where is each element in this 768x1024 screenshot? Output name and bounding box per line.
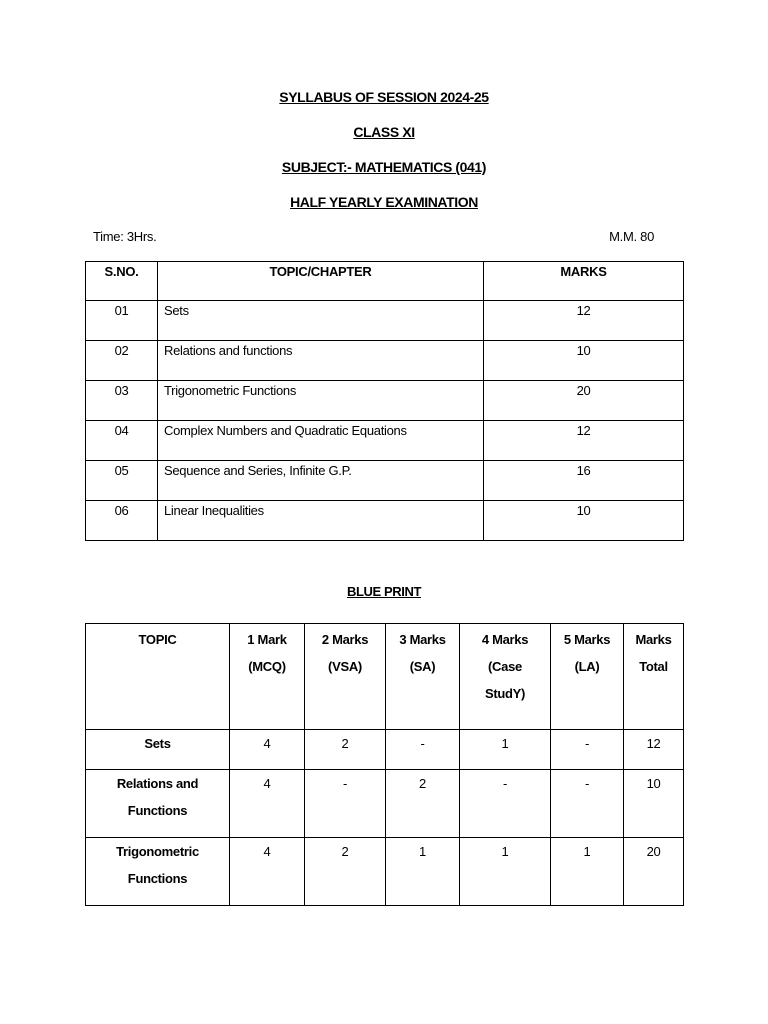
sno-cell: 02: [86, 341, 158, 381]
max-marks-label: M.M. 80: [609, 229, 654, 244]
case-study-cell: 1: [460, 838, 551, 906]
la-cell: -: [551, 770, 624, 838]
sno-cell: 05: [86, 461, 158, 501]
syllabus-table: [85, 261, 684, 541]
header-topic: TOPIC/CHAPTER: [158, 262, 484, 301]
marks-cell: 10: [484, 501, 684, 541]
topic-cell: Trigonometric Functions: [158, 381, 484, 421]
table-row: [86, 730, 684, 770]
exam-heading: HALF YEARLY EXAMINATION: [290, 194, 478, 210]
time-label: Time: 3Hrs.: [93, 229, 157, 244]
marks-cell: 20: [484, 381, 684, 421]
marks-cell: 12: [484, 301, 684, 341]
mcq-cell: 4: [230, 730, 305, 770]
total-cell: 12: [624, 730, 684, 770]
vsa-cell: -: [305, 770, 386, 838]
la-cell: -: [551, 730, 624, 770]
sa-cell: -: [386, 730, 460, 770]
topic-cell: Relations and functions: [158, 341, 484, 381]
vsa-cell: 2: [305, 730, 386, 770]
topic-cell: Complex Numbers and Quadratic Equations: [158, 421, 484, 461]
sa-cell: 1: [386, 838, 460, 906]
header-3-marks: 3 Marks (SA): [386, 624, 460, 730]
mcq-cell: 4: [230, 838, 305, 906]
table-row: [86, 461, 684, 501]
case-study-cell: -: [460, 770, 551, 838]
marks-cell: 10: [484, 341, 684, 381]
header-sno: S.NO.: [86, 262, 158, 301]
table-row: [86, 501, 684, 541]
vsa-cell: 2: [305, 838, 386, 906]
header-marks: MARKS: [484, 262, 684, 301]
sno-cell: 04: [86, 421, 158, 461]
topic-cell: Sets: [158, 301, 484, 341]
sa-cell: 2: [386, 770, 460, 838]
marks-cell: 12: [484, 421, 684, 461]
header-topic: TOPIC: [86, 624, 230, 730]
blueprint-table: [85, 623, 684, 906]
header-1-mark: 1 Mark (MCQ): [230, 624, 305, 730]
topic-cell: Relations and Functions: [86, 770, 230, 838]
header-total: Marks Total: [624, 624, 684, 730]
subject-heading: SUBJECT:- MATHEMATICS (041): [281, 159, 487, 175]
sno-cell: 01: [86, 301, 158, 341]
topic-cell: Sequence and Series, Infinite G.P.: [158, 461, 484, 501]
topic-cell: Sets: [86, 730, 230, 770]
header-2-marks: 2 Marks (VSA): [305, 624, 386, 730]
header-5-marks: 5 Marks (LA): [551, 624, 624, 730]
table-row: [86, 421, 684, 461]
class-heading: CLASS XI: [353, 124, 415, 140]
table-row: [86, 770, 684, 838]
mcq-cell: 4: [230, 770, 305, 838]
topic-cell: Trigonometric Functions: [86, 838, 230, 906]
sno-cell: 06: [86, 501, 158, 541]
session-heading: SYLLABUS OF SESSION 2024-25: [279, 89, 489, 105]
table-row: [86, 301, 684, 341]
table-row: [86, 838, 684, 906]
sno-cell: 03: [86, 381, 158, 421]
topic-cell: Linear Inequalities: [158, 501, 484, 541]
la-cell: 1: [551, 838, 624, 906]
marks-cell: 16: [484, 461, 684, 501]
case-study-cell: 1: [460, 730, 551, 770]
table-row: [86, 341, 684, 381]
syllabus-header-row: [86, 262, 684, 301]
table-row: [86, 381, 684, 421]
blueprint-header-row: [86, 624, 684, 730]
blueprint-title: BLUE PRINT: [346, 584, 421, 599]
header-4-marks: 4 Marks (Case StudY): [460, 624, 551, 730]
total-cell: 10: [624, 770, 684, 838]
total-cell: 20: [624, 838, 684, 906]
